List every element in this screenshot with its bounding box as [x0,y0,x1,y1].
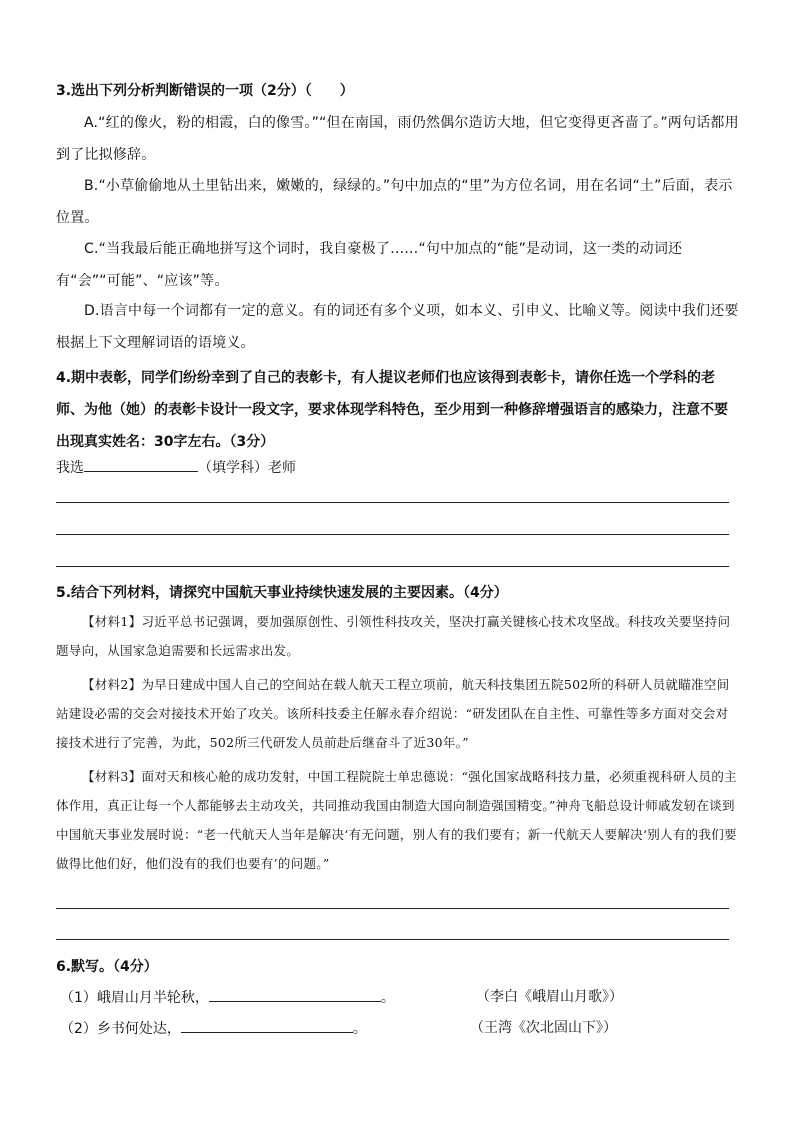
q3-option-a: A.“红的像火，粉的相霞，白的像雪。”“但在南国，雨仍然偶尔造访大地，但它变得更吝啬了。”两句话都用到了比拟修辞。 [56,115,739,163]
q5-material-1: 【材料1】习近平总书记强调，要加强原创性、引领性科技攻关，坚决打赢关键核心技术攻坚战。科技攻关要坚持问题导向，从国家急迫需要和长远需求出发。 [56,614,731,658]
q4-answer-line[interactable] [56,502,729,503]
q4-title: 4.期中表彰，同学们纷纷幸到了自己的表彰卡，有人提议老师们也应该得到表彰卡，请你任选一个学科的老师、为他（她）的表彰卡设计一段文字，要求体现学科特色，至少用到一种修辞增强语言的感染力，注意不要出现真实姓名：30字左右。（3分） [56,370,728,450]
q5-material-3: 【材料3】面对天和核心舱的成功发射，中国工程院院士单忠德说：“强化国家战略科技力量，必须重视科研人员的主体作用，真正让每一个人都能够去主动攻关，共同推动我国由制造大国向制造强国精变。”神舟飞船总设计师戚发轫在谈到中国航天事业发展时说：“老一代航天人当年是解决‘有无问题，别人有的我们要有；新一代航天人要解决‘别人有的我们要做得比他们好，他们没有的我们也要有’的问题。” [56,769,737,871]
q6-line-2-prefix: （2）乡书何处达， [60,1021,181,1037]
q6-line-1-prefix: （1）峨眉山月半轮秋， [60,990,209,1006]
q6-line-1-blank[interactable] [209,986,381,1002]
q3-option-b: B.“小草偷偷地从土里钻出来，嫩嫩的，绿绿的。”句中加点的“里”为方位名词，用在名词“土”后面，表示位置。 [56,178,733,226]
q5-answer-line[interactable] [56,908,729,909]
q6-title: 6.默写。（4分） [56,959,158,975]
q4-prompt-suffix: （填学科）老师 [198,460,296,476]
q6-line-2-suffix: 。 [352,1021,367,1037]
q6-line-2-blank[interactable] [181,1017,353,1033]
q6-line-2-source: （王湾《次北固山下》） [470,1020,617,1036]
q6-line-1-suffix: 。 [380,990,395,1006]
q4-prompt [56,456,740,477]
q6-line-1-source: （李白《峨眉山月歌》） [476,989,623,1005]
q4-subject-blank[interactable] [84,456,198,472]
q6-line-2 [60,1017,367,1038]
q5-answer-line[interactable] [56,939,729,940]
q3-option-c: C.“当我最后能正确地拼写这个词时，我自豪极了……“句中加点的“能”是动词，这一类的动词还有“会”“可能”、“应该”等。 [56,241,683,289]
q3-option-d: D.语言中每一个词都有一定的意义。有的词还有多个义项，如本义、引申义、比喻义等。阅读中我们还要根据上下文理解词语的语境义。 [56,303,739,351]
q4-prompt-prefix: 我选 [56,460,84,476]
q3-title: 3.选出下列分析判断错误的一项（2分）（ ） [56,83,354,99]
q6-line-1 [60,986,395,1007]
q5-material-2: 【材料2】为早日建成中国人自己的空间站在载人航天工程立项前，航天科技集团五院502所的科研人员就瞄准空间站建设必需的交会对接技术开始了攻关。该所科技委主任解永春介绍说：“研发团队在自主性、可靠性等多方面对交会对接技术进行了完善，为此，502所三代研发人员前赴后继奋斗了近30年。” [56,677,730,750]
q4-answer-line[interactable] [56,534,729,535]
q4-answer-line[interactable] [56,566,729,567]
q5-title: 5.结合下列材料，请探究中国航天事业持续快速发展的主要因素。（4分） [56,585,508,601]
